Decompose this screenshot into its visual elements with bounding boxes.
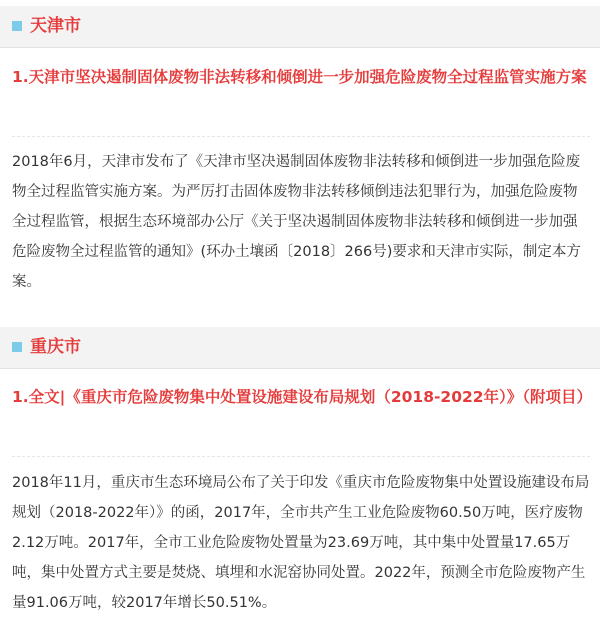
section-title-chongqing: 重庆市 (30, 337, 81, 357)
divider (12, 136, 590, 137)
square-bullet-icon (12, 342, 22, 352)
document-title-chongqing[interactable]: 1.全文|《重庆市危险废物集中处置设施建设布局规划（2018-2022年）》（附项目） (12, 388, 593, 406)
document-title-tianjin[interactable]: 1.天津市坚决遏制固体废物非法转移和倾倒进一步加强危险废物全过程监管实施方案 (12, 68, 587, 86)
document-body-chongqing: 2018年11月，重庆市生态环境局公布了关于印发《重庆市危险废物集中处置设施建设布局规划（2018-2022年）》的函，2017年，全市共产生工业危险废物60.50万吨，医疗废物2.12万吨。2017年，全市工业危险废物处置量为23.69万吨，其中集中处置量17.65万吨，集中处置方式主要是焚烧、填埋和水泥窑协同处置。2022年，预测全市危险废物产生量91.06万吨，较2017年增长50.51%。 (12, 475, 590, 611)
section-header-chongqing (0, 327, 600, 369)
document-body-tianjin: 2018年6月，天津市发布了《天津市坚决遏制固体废物非法转移和倾倒进一步加强危险废物全过程监管实施方案。为严厉打击固体废物非法转移倾倒违法犯罪行为，加强危险废物全过程监管，根据生态环境部办公厅《关于坚决遏制固体废物非法转移和倾倒进一步加强危险废物全过程监管的通知》(环办土壤函〔2018〕266号)要求和天津市实际，制定本方案。 (12, 154, 581, 290)
divider (12, 456, 590, 457)
section-title-tianjin: 天津市 (30, 16, 81, 36)
square-bullet-icon (12, 21, 22, 31)
section-header-tianjin (0, 6, 600, 48)
